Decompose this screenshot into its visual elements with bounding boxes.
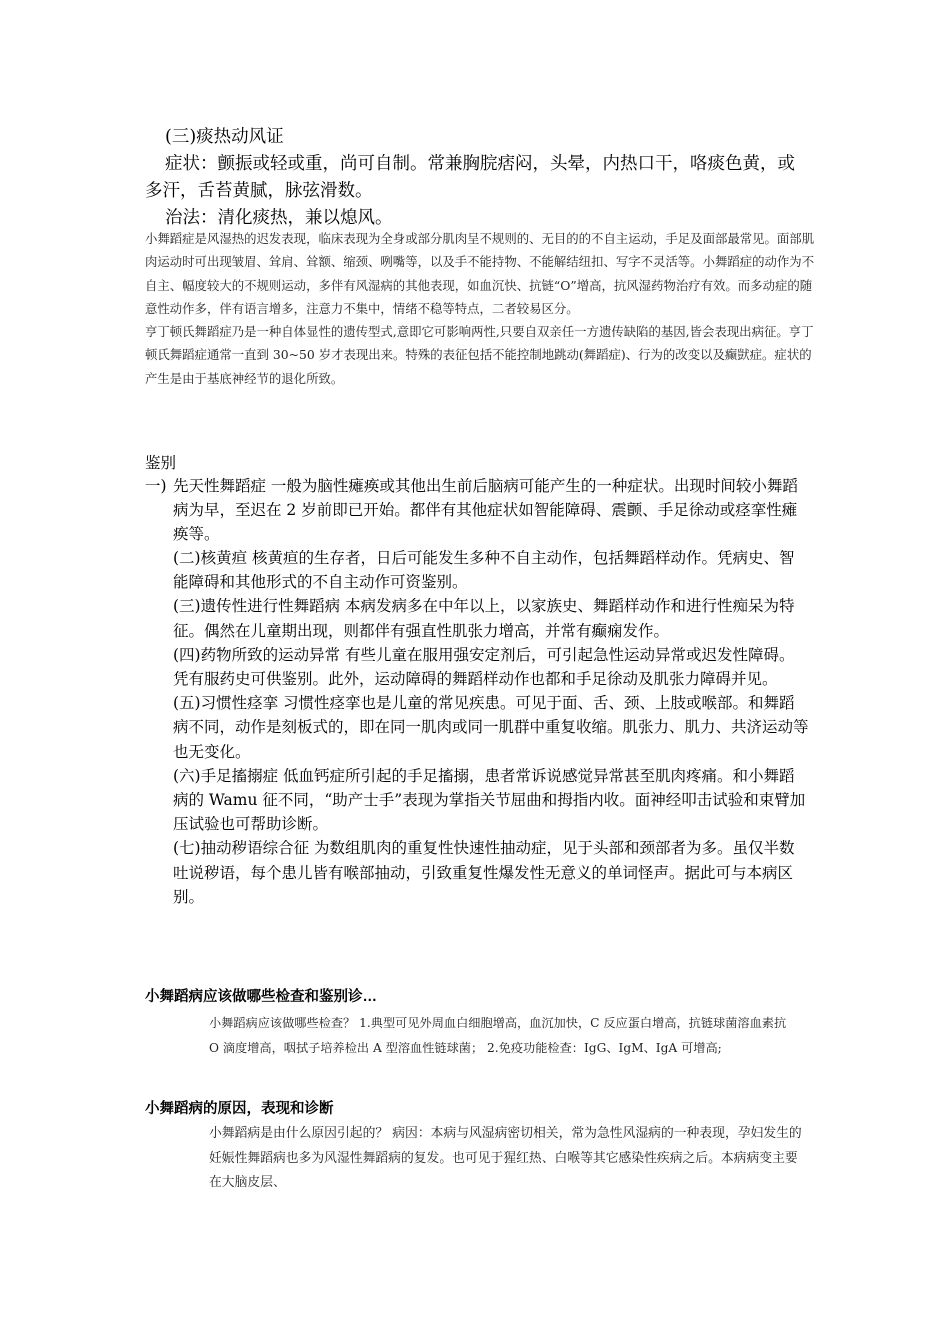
exam-heading: 小舞蹈病应该做哪些检查和鉴别诊…: [145, 989, 377, 1005]
differential-item: (七)抽动秽语综合征 为数组肌肉的重复性快速性抽动症，见于头部和颈部者为多。虽仅半数吐说秽语，每个患儿皆有喉部抽动，引致重复性爆发性无意义的单词怪声。据此可与本病区别。: [173, 839, 795, 906]
chorea-description: [145, 227, 815, 390]
differential-item-1-number: 一): [145, 477, 167, 495]
differential-item: (四)药物所致的运动异常 有些儿童在服用强安定剂后，可引起急性运动异常或迟发性障碍。凭有服药史可供鉴别。此外，运动障碍的舞蹈样动作也都和手足徐动及肌张力障碍并见。: [173, 645, 795, 689]
syndrome-section: [145, 124, 805, 232]
differential-item-1-text: 先天性舞蹈症 一般为脑性瘫痪或其他出生前后脑病可能产生的一种症状。出现时间较小舞蹈病为早，至迟在 2 岁前即已开始。都伴有其他症状如智能障碍、震颤、手足徐动或痉挛性瘫痪等。: [173, 477, 798, 544]
cause-body: 小舞蹈病是由什么原因引起的？ 病因：本病与风湿病密切相关，常为急性风湿病的一种表现，孕妇发生的妊娠性舞蹈病也多为风湿性舞蹈病的复发。也可见于猩红热、白喉等其它感染性疾病之后。本病病变主要在大脑皮层、: [209, 1126, 802, 1190]
syndrome-treatment: 治法：清化痰热，兼以熄风。: [165, 208, 393, 228]
differential-item: (五)习惯性痉挛 习惯性痉挛也是儿童的常见疾患。可见于面、舌、颈、上肢或喉部。和舞蹈病不同，动作是刻板式的，即在同一肌肉或同一肌群中重复收缩。肌张力、肌力、共济运动等也无变化。: [173, 694, 809, 761]
syndrome-symptoms: 症状：颤振或轻或重，尚可自制。常兼胸脘痞闷，头晕，内热口干，咯痰色黄，或多汗，舌苔黄腻，脉弦滑数。: [145, 154, 795, 201]
differential-item-1: [145, 474, 810, 547]
cause-heading: 小舞蹈病的原因，表现和诊断: [145, 1101, 334, 1117]
syndrome-title: (三)痰热动风证: [165, 127, 284, 147]
differential-title: 鉴别: [145, 454, 177, 472]
sydenham-chorea-paragraph: 小舞蹈症是风湿热的迟发表现，临床表现为全身或部分肌肉呈不规则的、无目的的不自主运动，手足及面部最常见。面部肌肉运动时可出现皱眉、耸肩、耸额、缩颈、咧嘴等，以及手不能持物、不能解结纽扣、写字不灵活等。小舞蹈症的动作为不自主、幅度较大的不规则运动，多伴有风湿病的其他表现，如血沉快、抗链“O”增高，抗风湿药物治疗有效。而多动症的随意性动作多，伴有语言增多，注意力不集中，情绪不稳等特点，二者较易区分。: [145, 231, 815, 316]
huntington-chorea-paragraph: 亨丁顿氏舞蹈症乃是一种自体显性的遗传型式,意即它可影响两性,只要自双亲任一方遗传缺陷的基因,皆会表现出病征。亨丁顿氏舞蹈症通常一直到 30~50 岁才表现出来。特殊的表征包括不能控制地跳动(舞蹈症)、行为的改变以及癫獃症。症状的产生是由于基底神经节的退化所致。: [145, 324, 814, 386]
differential-item: (二)核黄疸 核黄疸的生存者，日后可能发生多种不自主动作，包括舞蹈样动作。凭病史、智能障碍和其他形式的不自主动作可资鉴别。: [173, 549, 795, 592]
exam-body: 小舞蹈病应该做哪些检查？ 1.典型可见外周血白细胞增高，血沉加快，C 反应蛋白增高，抗链球菌溶血素抗 O 滴度增高，咽拭子培养检出 A 型溶血性链球菌； 2.免疫功能检查：IgG、IgM、IgA 可增高;: [209, 1016, 787, 1055]
differential-item: (六)手足搐搦症 低血钙症所引起的手足搐搦，患者常诉说感觉异常甚至肌肉疼痛。和小舞蹈病的 Wamu 征不同，“助产士手”表现为掌指关节屈曲和拇指内收。面神经叩击试验和束臂加压试验也可帮助诊断。: [173, 766, 806, 834]
differential-item: (三)遗传性进行性舞蹈病 本病发病多在中年以上，以家族史、舞蹈样动作和进行性痴呆为特征。偶然在儿童期出现，则都伴有强直性肌张力增高，并常有癫痫发作。: [173, 597, 795, 640]
differential-list: [173, 546, 810, 909]
